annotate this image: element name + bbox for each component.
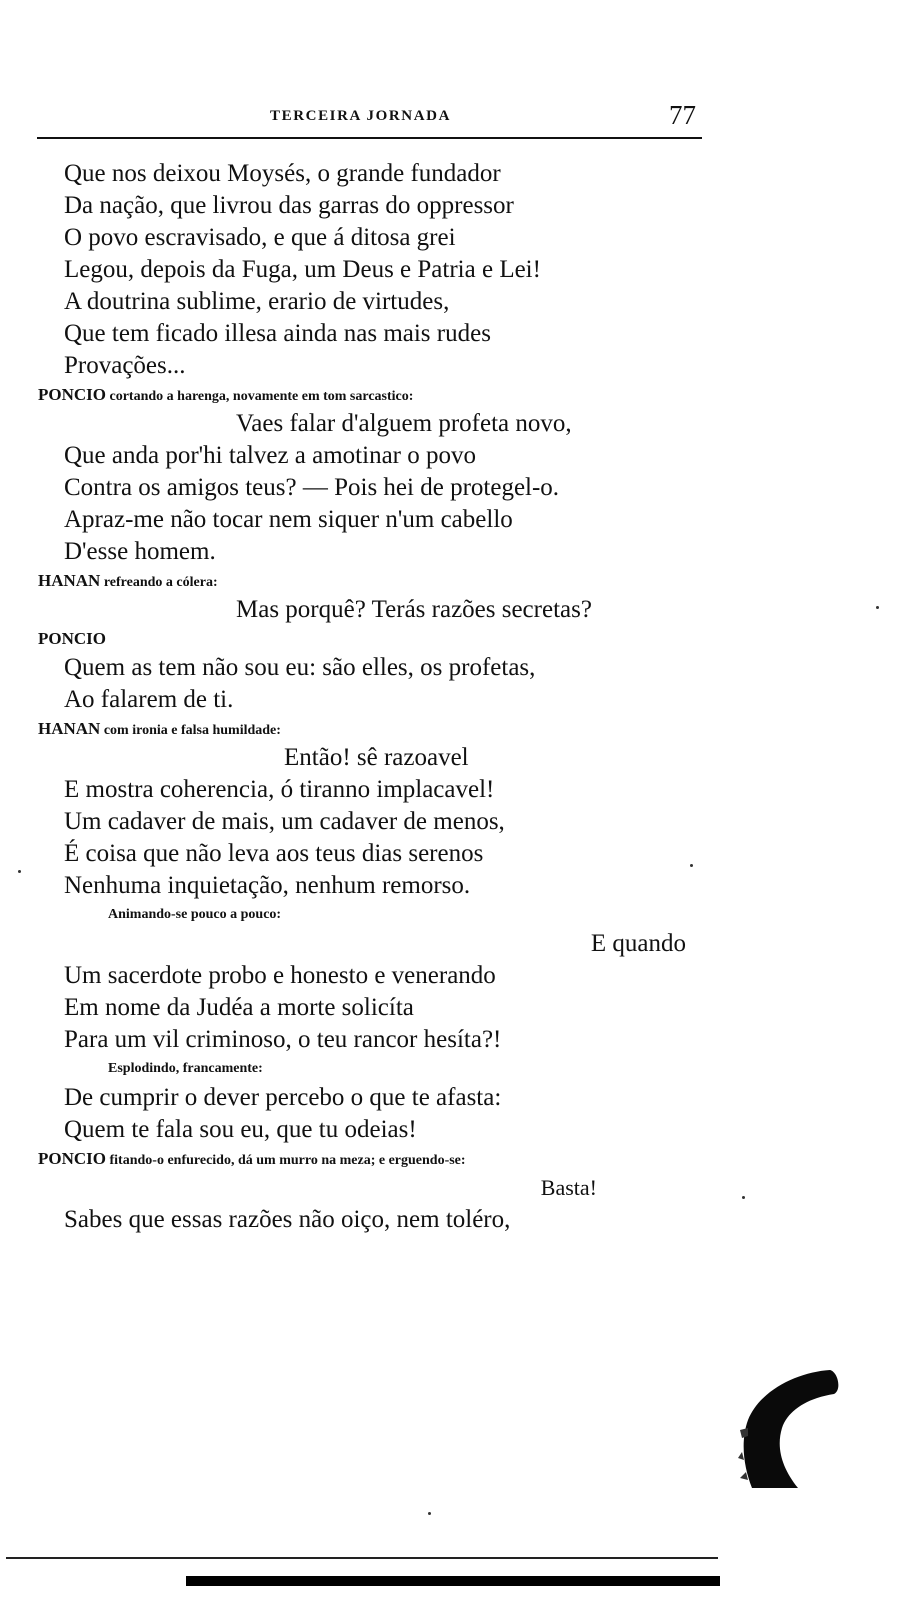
ink-speck xyxy=(876,606,879,609)
verse-line: E mostra coherencia, ó tiranno implacavel! xyxy=(64,776,495,803)
ink-speck xyxy=(690,864,693,867)
verse-line: Para um vil criminoso, o teu rancor hesíta?! xyxy=(64,1026,502,1053)
verse-line: Vaes falar d'alguem profeta novo, xyxy=(236,410,572,437)
bottom-rule xyxy=(6,1557,718,1559)
verse-line: Basta! xyxy=(540,1175,597,1200)
verse-line: É coisa que não leva aos teus dias serenos xyxy=(64,840,484,867)
verse-line: Que anda por'hi talvez a amotinar o povo xyxy=(64,442,476,469)
stage-direction: refreando a cólera: xyxy=(103,575,218,590)
running-head xyxy=(40,100,702,134)
verse-line: Mas porquê? Terás razões secretas? xyxy=(236,596,592,623)
verse-line: E quando xyxy=(590,930,686,957)
page-number: 77 xyxy=(669,100,696,130)
speaker-name: HANAN xyxy=(38,571,101,590)
speaker-name: PONCIO xyxy=(38,385,106,404)
verse-line: Um sacerdote probo e honesto e venerando xyxy=(64,962,496,989)
verse-line: D'esse homem. xyxy=(64,538,216,565)
verse-line: O povo escravisado, e que á ditosa grei xyxy=(64,224,456,251)
verse-line: Quem te fala sou eu, que tu odeias! xyxy=(64,1116,417,1143)
verse-line: De cumprir o dever percebo o que te afasta: xyxy=(64,1084,502,1111)
verse-line: Legou, depois da Fuga, um Deus e Patria e Lei! xyxy=(64,256,541,283)
stage-direction: Animando-se pouco a pouco: xyxy=(108,907,282,922)
stage-direction: com ironia e falsa humildade: xyxy=(103,723,281,738)
verse-line: Sabes que essas razões não oiço, nem toléro, xyxy=(64,1206,511,1233)
speaker-name: HANAN xyxy=(38,719,101,738)
speaker-name: PONCIO xyxy=(38,629,106,648)
verse-line: Da nação, que livrou das garras do oppressor xyxy=(64,192,514,219)
speaker-name: PONCIO xyxy=(38,1149,106,1168)
speaker-line xyxy=(38,626,900,652)
header-rule xyxy=(37,137,702,139)
stage-direction: cortando a harenga, novamente em tom sarcastico: xyxy=(109,389,414,404)
stage-direction: Esplodindo, francamente: xyxy=(108,1061,263,1076)
verse-line: Em nome da Judéa a morte solicíta xyxy=(64,994,414,1021)
verse-line: Provações... xyxy=(64,352,186,379)
verse-line: Quem as tem não sou eu: são elles, os profetas, xyxy=(64,654,536,681)
verse-line: Ao falarem de ti. xyxy=(64,686,234,713)
verse-line: Apraz-me não tocar nem siquer n'um cabello xyxy=(64,506,513,533)
speaker-line xyxy=(38,716,900,742)
verse-line: Nenhuma inquietação, nenhum remorso. xyxy=(64,872,471,899)
running-title: TERCEIRA JORNADA xyxy=(270,108,452,124)
verse-line: Contra os amigos teus? — Pois hei de protegel-o. xyxy=(64,474,560,501)
verse-line: Então! sê razoavel xyxy=(284,744,469,771)
speaker-line xyxy=(38,1146,900,1172)
verse-line: Que nos deixou Moysés, o grande fundador xyxy=(64,160,501,187)
verse-line: Que tem ficado illesa ainda nas mais rudes xyxy=(64,320,491,347)
ink-blot-mark xyxy=(738,1368,848,1490)
speaker-line xyxy=(38,382,900,408)
stage-direction: fitando-o enfurecido, dá um murro na meza; e erguendo-se: xyxy=(109,1153,466,1168)
play-text xyxy=(0,158,900,1236)
ink-speck xyxy=(18,870,21,873)
verse-line: Um cadaver de mais, um cadaver de menos, xyxy=(64,808,505,835)
ink-speck xyxy=(428,1512,431,1515)
ink-speck xyxy=(742,1196,745,1199)
speaker-line xyxy=(38,568,900,594)
verse-line: A doutrina sublime, erario de virtudes, xyxy=(64,288,450,315)
bottom-bar xyxy=(186,1576,720,1586)
